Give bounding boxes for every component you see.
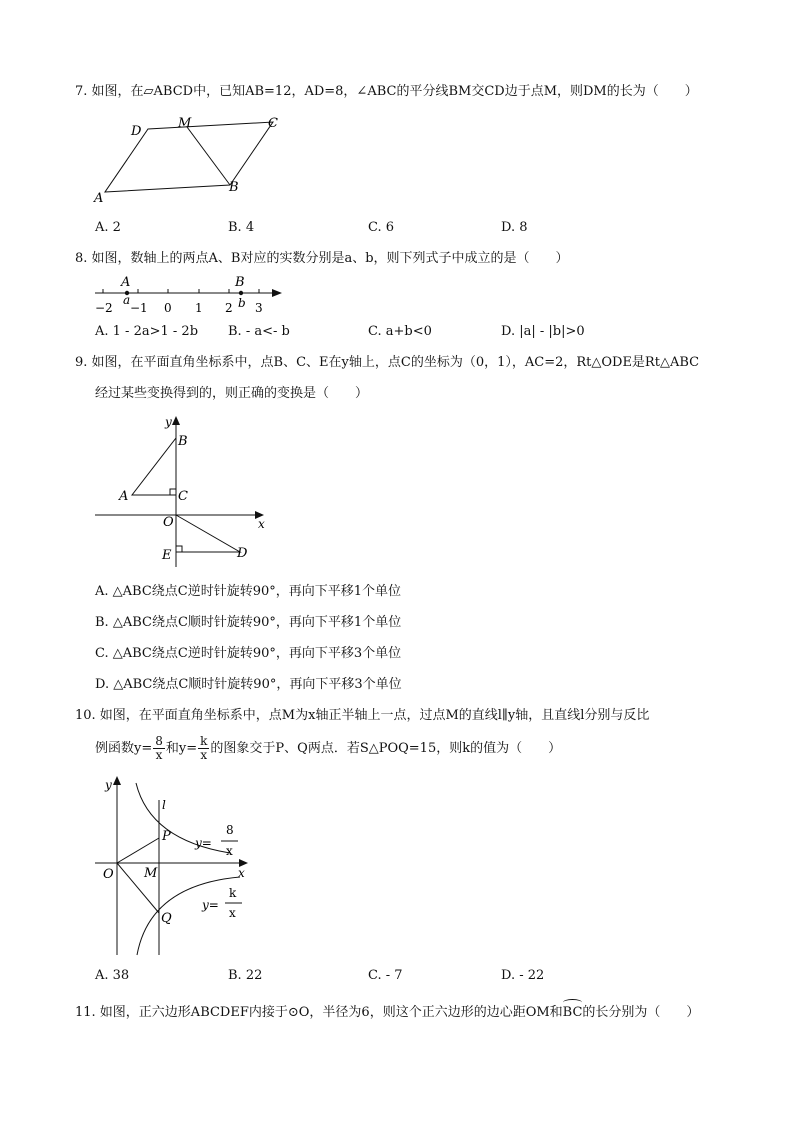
q11-stem-part-a: 11. 如图，正六边形ABCDEF内接于⊙O，半径为6，则这个正六边形的边心距OM和 <box>75 1005 563 1020</box>
point-b <box>239 291 243 295</box>
q7-stem: 7. 如图，在▱ABCD中，已知AB=12，AD=8，∠ABC的平分线BM交CD边于点M，则DM的长为（ ） <box>75 84 698 99</box>
label-B: B <box>178 434 188 449</box>
q9-stem-line1: 9. 如图，在平面直角坐标系中，点B、C、E在y轴上，点C的坐标为（0，1），AC=2，Rt△ODE是Rt△ABC <box>75 355 700 370</box>
curve2-label-num: k <box>229 886 237 900</box>
q9-option-c: C. △ABC绕点C逆时针旋转90°，再向下平移3个单位 <box>95 646 402 661</box>
curve-y-k-over-x <box>137 877 240 955</box>
tick-label-0: 0 <box>164 301 172 315</box>
label-E: E <box>162 548 172 563</box>
q9-option-d: D. △ABC绕点C顺时针旋转90°，再向下平移3个单位 <box>95 677 402 692</box>
label-A: A <box>121 275 131 290</box>
bisector-bm <box>187 127 230 185</box>
tick-label-3: 3 <box>255 301 263 315</box>
curve1-label-num: 8 <box>226 823 234 837</box>
right-angle-e <box>176 546 182 552</box>
q8-number-line-figure <box>90 272 290 317</box>
y-axis-arrow <box>113 776 121 785</box>
curve2-label-den: x <box>229 906 236 920</box>
label-Q: Q <box>161 911 172 926</box>
q11-stem <box>75 1004 699 1022</box>
label-a: a <box>123 293 131 307</box>
label-O: O <box>103 867 114 882</box>
q10-option-c: C. - 7 <box>368 968 403 983</box>
curve-y-8-over-x <box>136 783 230 853</box>
label-M: M <box>178 116 192 131</box>
label-y: y <box>165 415 172 429</box>
right-angle-c <box>170 489 176 495</box>
q7-option-b: B. 4 <box>228 220 255 235</box>
arc-bc: BC <box>562 1005 583 1020</box>
label-b: b <box>238 296 246 310</box>
segment-op <box>117 838 159 863</box>
label-D: D <box>237 546 248 561</box>
label-C: C <box>268 116 278 131</box>
q7-option-c: C. 6 <box>368 220 395 235</box>
label-C: C <box>178 489 188 504</box>
curve1-label-prefix: y= <box>195 836 212 850</box>
q7-parallelogram-figure <box>90 112 290 207</box>
q9-option-b: B. △ABC绕点C顺时针旋转90°，再向下平移1个单位 <box>95 615 402 630</box>
curve2-label-prefix: y= <box>202 898 219 912</box>
label-B: B <box>235 275 245 290</box>
y-axis-arrow <box>172 416 180 425</box>
q7-option-a: A. 2 <box>95 220 121 235</box>
label-B: B <box>229 180 239 195</box>
q8-option-d: D. |a| - |b|>0 <box>501 324 585 339</box>
q10-stem-part-a: 例函数y= <box>95 741 153 756</box>
q10-hyperbola-figure <box>90 770 255 960</box>
q8-option-a: A. 1 - 2a>1 - 2b <box>95 324 199 339</box>
q10-stem-line1: 10. 如图，在平面直角坐标系中，点M为x轴正半轴上一点，过点M的直线l∥y轴，且直线l分别与反比 <box>75 708 650 723</box>
tick-label-neg1: −1 <box>130 301 148 315</box>
triangle-ode <box>176 515 240 552</box>
label-A: A <box>94 191 104 206</box>
q9-coordinate-figure <box>90 412 275 572</box>
label-M: M <box>144 866 158 881</box>
label-A: A <box>119 489 129 504</box>
q8-stem: 8. 如图，数轴上的两点A、B对应的实数分别是a、b，则下列式子中成立的是（ ） <box>75 251 569 266</box>
q8-option-b: B. - a<- b <box>228 324 290 339</box>
q10-stem-part-b: 和y= <box>165 741 198 756</box>
fraction-k-over-x: $\frac{k}{x}$ <box>200 734 208 762</box>
label-x: x <box>238 866 245 880</box>
label-O: O <box>163 515 174 530</box>
q11-stem-part-b: 的长分别为（ ） <box>582 1005 700 1020</box>
q7-option-d: D. 8 <box>501 220 528 235</box>
tick-label-2: 2 <box>225 301 233 315</box>
label-y: y <box>105 778 112 792</box>
label-l: l <box>162 798 166 812</box>
q10-stem-part-c: 的图象交于P、Q两点．若S△POQ=15，则k的值为（ ） <box>210 741 562 756</box>
q10-option-d: D. - 22 <box>501 968 545 983</box>
tick-label-1: 1 <box>195 301 203 315</box>
q10-stem-line2 <box>95 734 561 764</box>
q8-option-c: C. a+b<0 <box>368 324 432 339</box>
q9-stem-line2: 经过某些变换得到的，则正确的变换是（ ） <box>95 386 369 401</box>
label-P: P <box>162 829 171 844</box>
q10-option-a: A. 38 <box>95 968 130 983</box>
label-x: x <box>258 517 265 531</box>
curve1-label-den: x <box>226 844 233 858</box>
fraction-8-over-x: $\frac{8}{x}$ <box>155 734 163 762</box>
q10-option-b: B. 22 <box>228 968 263 983</box>
tick-label-neg2: −2 <box>95 301 113 315</box>
arrow-head <box>272 289 282 297</box>
label-D: D <box>131 124 142 139</box>
triangle-abc <box>132 438 176 495</box>
q9-option-a: A. △ABC绕点C逆时针旋转90°，再向下平移1个单位 <box>95 584 402 599</box>
